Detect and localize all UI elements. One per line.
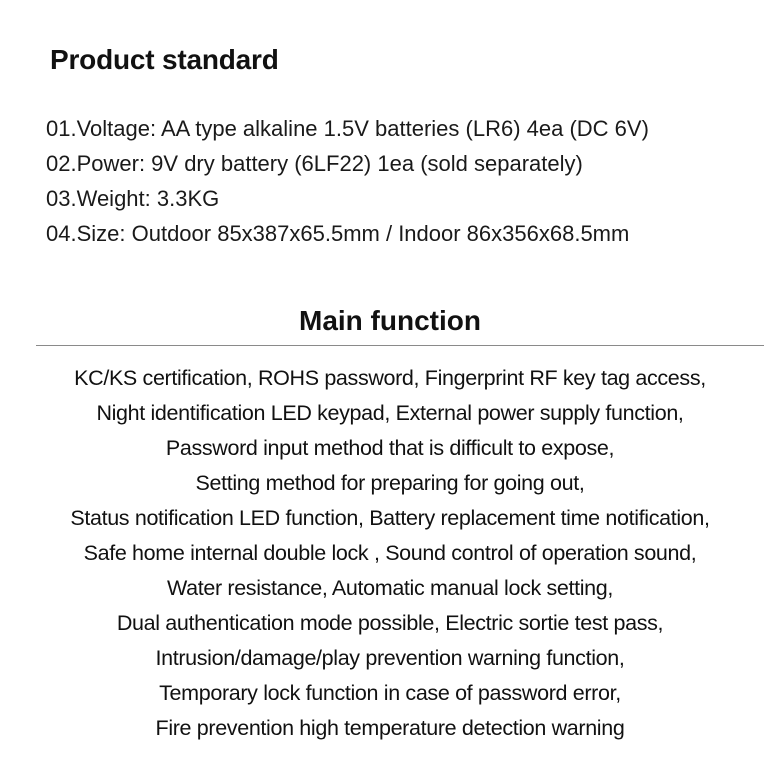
function-line: Safe home internal double lock , Sound control of operation sound, <box>83 541 697 565</box>
function-line: KC/KS certification, ROHS password, Fingerprint RF key tag access, <box>74 366 706 390</box>
product-standard-list <box>46 111 649 251</box>
function-line: Temporary lock function in case of password error, <box>159 681 621 705</box>
main-function-header <box>0 302 780 340</box>
main-function-list <box>0 361 780 746</box>
spec-item-size: 04.Size: Outdoor 85x387x65.5mm / Indoor 86x356x68.5mm <box>46 221 630 246</box>
function-line: Setting method for preparing for going out, <box>195 471 585 495</box>
main-function-heading: Main function <box>299 305 481 336</box>
section-divider <box>36 345 764 346</box>
product-standard-heading: Product standard <box>50 44 279 75</box>
function-line: Fire prevention high temperature detection warning <box>155 716 625 740</box>
function-line: Dual authentication mode possible, Electric sortie test pass, <box>116 611 664 635</box>
function-line: Intrusion/damage/play prevention warning function, <box>155 646 625 670</box>
function-line: Night identification LED keypad, External power supply function, <box>96 401 684 425</box>
function-line: Status notification LED function, Battery replacement time notification, <box>70 506 710 530</box>
function-line: Water resistance, Automatic manual lock setting, <box>166 576 614 600</box>
spec-item-voltage: 01.Voltage: AA type alkaline 1.5V batteries (LR6) 4ea (DC 6V) <box>46 116 649 141</box>
function-line: Password input method that is difficult to expose, <box>165 436 615 460</box>
spec-item-weight: 03.Weight: 3.3KG <box>46 186 220 211</box>
spec-item-power: 02.Power: 9V dry battery (6LF22) 1ea (sold separately) <box>46 151 583 176</box>
